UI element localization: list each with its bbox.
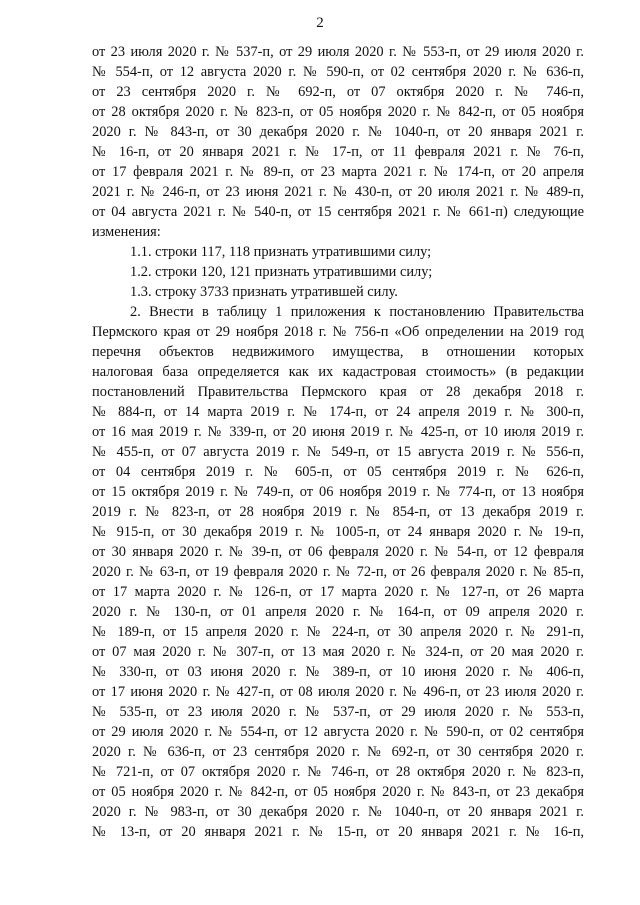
text-line: № 915-п, от 30 декабря 2019 г. № 1005-п, от 24 января 2020 г. № 19-п,	[92, 524, 584, 540]
text-line: 2020 г. № 130-п, от 01 апреля 2020 г. № 164-п, от 09 апреля 2020 г.	[92, 604, 584, 620]
text-line: перечня объектов недвижимого имущества, в отношении которых	[92, 344, 584, 360]
text-line: № 884-п, от 14 марта 2019 г. № 174-п, от 24 апреля 2019 г. № 300-п,	[92, 404, 584, 420]
text-line: от 23 июля 2020 г. № 537-п, от 29 июля 2020 г. № 553-п, от 29 июля 2020 г.	[92, 44, 584, 60]
text-line: постановлений Правительства Пермского края от 28 декабря 2018 г.	[92, 384, 584, 400]
text-line: 2021 г. № 246-п, от 23 июня 2021 г. № 430-п, от 20 июля 2021 г. № 489-п,	[92, 184, 584, 200]
text-line: 2019 г. № 823-п, от 28 ноября 2019 г. № 854-п, от 13 декабря 2019 г.	[92, 504, 584, 520]
text-line: № 455-п, от 07 августа 2019 г. № 549-п, от 15 августа 2019 г. № 556-п,	[92, 444, 584, 460]
text-line: от 17 февраля 2021 г. № 89-п, от 23 марта 2021 г. № 174-п, от 20 апреля	[92, 164, 584, 180]
text-line: от 28 октября 2020 г. № 823-п, от 05 ноября 2020 г. № 842-п, от 05 ноября	[92, 104, 584, 120]
text-line: № 554-п, от 12 августа 2020 г. № 590-п, от 02 сентября 2020 г. № 636-п,	[92, 64, 584, 80]
text-line: от 17 июня 2020 г. № 427-п, от 08 июля 2020 г. № 496-п, от 23 июля 2020 г.	[92, 684, 584, 700]
text-line: от 05 ноября 2020 г. № 842-п, от 05 ноября 2020 г. № 843-п, от 23 декабря	[92, 784, 584, 800]
text-line: № 330-п, от 03 июня 2020 г. № 389-п, от 10 июня 2020 г. № 406-п,	[92, 664, 584, 680]
text-line: от 29 июля 2020 г. № 554-п, от 12 августа 2020 г. № 590-п, от 02 сентября	[92, 724, 584, 740]
text-line: 2. Внести в таблицу 1 приложения к постановлению Правительства	[130, 304, 584, 320]
text-line: 2020 г. № 983-п, от 30 декабря 2020 г. № 1040-п, от 20 января 2021 г.	[92, 804, 584, 820]
text-line: № 189-п, от 15 апреля 2020 г. № 224-п, от 30 апреля 2020 г. № 291-п,	[92, 624, 584, 640]
list-item: 1.2. строки 120, 121 признать утратившими силу;	[130, 264, 433, 280]
text-line: налоговая база определяется как их кадастровая стоимость» (в редакции	[92, 364, 584, 380]
text-line: от 15 октября 2019 г. № 749-п, от 06 ноября 2019 г. № 774-п, от 13 ноября	[92, 484, 584, 500]
text-line: от 07 мая 2020 г. № 307-п, от 13 мая 2020 г. № 324-п, от 20 мая 2020 г.	[92, 644, 584, 660]
text-line: № 721-п, от 07 октября 2020 г. № 746-п, от 28 октября 2020 г. № 823-п,	[92, 764, 584, 780]
text-line: 2020 г. № 636-п, от 23 сентября 2020 г. № 692-п, от 30 сентября 2020 г.	[92, 744, 584, 760]
text-line: от 04 августа 2021 г. № 540-п, от 15 сентября 2021 г. № 661-п) следующие	[92, 204, 584, 220]
text-line: № 16-п, от 20 января 2021 г. № 17-п, от 11 февраля 2021 г. № 76-п,	[92, 144, 584, 160]
text-line: от 30 января 2020 г. № 39-п, от 06 февраля 2020 г. № 54-п, от 12 февраля	[92, 544, 584, 560]
paragraph-2	[92, 302, 584, 842]
text-line: № 13-п, от 20 января 2021 г. № 15-п, от 20 января 2021 г. № 16-п,	[92, 824, 584, 840]
page-number: 2	[316, 15, 324, 31]
text-line: № 535-п, от 23 июля 2020 г. № 537-п, от 29 июля 2020 г. № 553-п,	[92, 704, 584, 720]
text-line: от 04 сентября 2019 г. № 605-п, от 05 сентября 2019 г. № 626-п,	[92, 464, 584, 480]
text-line: от 23 сентября 2020 г. № 692-п, от 07 октября 2020 г. № 746-п,	[92, 84, 584, 100]
text-line: от 17 марта 2020 г. № 126-п, от 17 марта 2020 г. № 127-п, от 26 марта	[92, 584, 584, 600]
document-body	[92, 42, 584, 842]
text-line: Пермского края от 29 ноября 2018 г. № 756-п «Об определении на 2019 год	[92, 324, 584, 340]
text-line: от 16 мая 2019 г. № 339-п, от 20 июня 2019 г. № 425-п, от 10 июля 2019 г.	[92, 424, 584, 440]
text-line: 2020 г. № 843-п, от 30 декабря 2020 г. № 1040-п, от 20 января 2021 г.	[92, 124, 584, 140]
text-line: 2020 г. № 63-п, от 19 февраля 2020 г. № 72-п, от 26 февраля 2020 г. № 85-п,	[92, 564, 584, 580]
amendments-list	[92, 242, 584, 302]
list-item: 1.3. строку 3733 признать утратившей силу.	[130, 284, 398, 300]
text-line: изменения:	[92, 224, 161, 240]
paragraph-1	[92, 42, 584, 242]
list-item: 1.1. строки 117, 118 признать утратившими силу;	[130, 244, 432, 260]
